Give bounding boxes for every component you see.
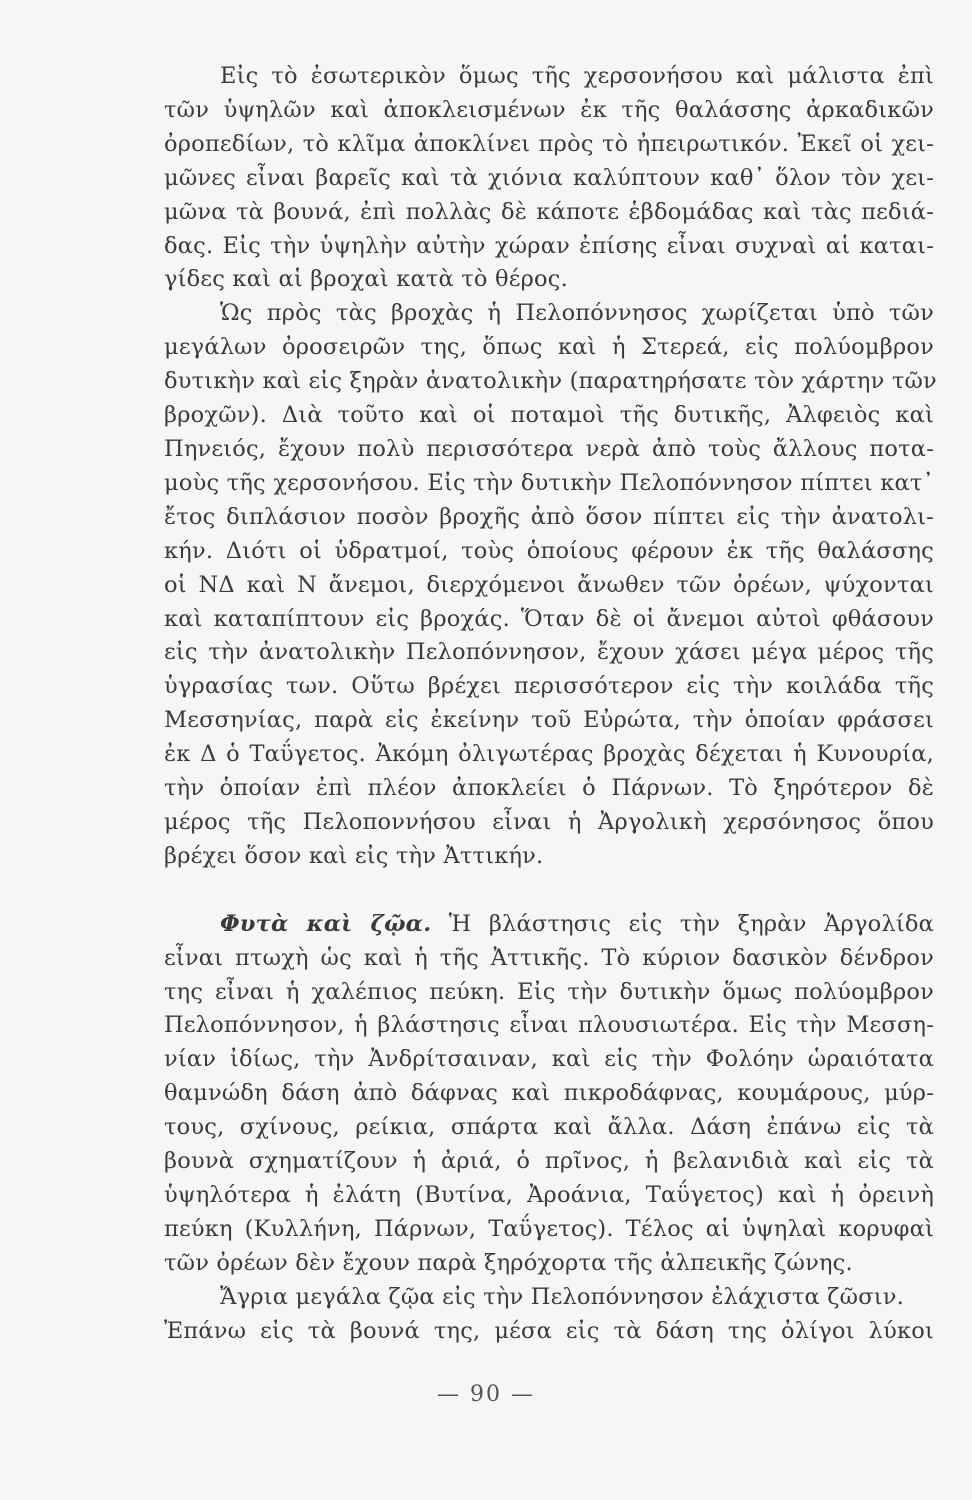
text-line: Πελοπόννησον, ἡ βλάστησις εἶναι πλουσιωτέρα. Εἰς τὴν Μεσση- xyxy=(164,1012,934,1039)
text-line: θαμνώδη δάση ἀπὸ δάφνας καὶ πικροδάφνας, κουμάρους, μύρ- xyxy=(164,1080,934,1107)
text-line: μεγάλων ὀροσειρῶν της, ὅπως καὶ ἡ Στερεά, εἰς πολύομβρον xyxy=(164,334,934,361)
text-line: Ἐπάνω εἰς τὰ βουνά της, μέσα εἰς τὰ δάση της ὀλίγοι λύκοι xyxy=(164,1317,934,1344)
text-line: ὀροπεδίων, τὸ κλῖμα ἀποκλίνει πρὸς τὸ ἠπειρωτικόν. Ἐκεῖ οἱ χει- xyxy=(164,130,934,157)
text-line: μοὺς τῆς χερσονήσου. Εἰς τὴν δυτικὴν Πελοπόννησον πίπτει κατ᾽ xyxy=(164,469,934,496)
text-line: τῶν ὑψηλῶν καὶ ἀποκλεισμένων ἐκ τῆς θαλάσσης ἀρκαδικῶν xyxy=(164,96,934,123)
text-line: βουνὰ σχηματίζουν ἡ ἀριά, ὁ πρῖνος, ἡ βελανιδιὰ καὶ εἰς τὰ xyxy=(164,1148,934,1175)
text-line: μέρος τῆς Πελοποννήσου εἶναι ἡ Ἀργολικὴ χερσόνησος ὅπου xyxy=(164,808,934,835)
text-line: δας. Εἰς τὴν ὑψηλὴν αὐτὴν χώραν ἐπίσης εἶναι συχναὶ αἱ καται- xyxy=(164,232,934,259)
section-heading: Φυτὰ καὶ ζῷα. xyxy=(220,910,432,937)
text-line: εἶναι πτωχὴ ὡς καὶ ἡ τῆς Ἀττικῆς. Τὸ κύριον δασικὸν δένδρον xyxy=(164,944,934,971)
text-line: γίδες καὶ αἱ βροχαὶ κατὰ τὸ θέρος. xyxy=(164,266,568,293)
text-line: της εἶναι ἡ χαλέπιος πεύκη. Εἰς τὴν δυτικὴν ὅμως πολύομβρον xyxy=(164,978,934,1005)
text-line: Ὡς πρὸς τὰς βροχὰς ἡ Πελοπόννησος χωρίζεται ὑπὸ τῶν xyxy=(220,300,934,327)
text-line: τῶν ὀρέων δὲν ἔχουν παρὰ ξηρόχορτα τῆς ἀλπεικῆς ζώνης. xyxy=(164,1249,853,1276)
page-body xyxy=(164,60,937,1349)
text-line: ὑγρασίας των. Οὕτω βρέχει περισσότερον εἰς τὴν κοιλάδα τῆς xyxy=(164,673,934,700)
text-line: ὑψηλότερα ἡ ἐλάτη (Βυτίνα, Ἀροάνια, Ταΰγετος) καὶ ἡ ὀρεινὴ xyxy=(164,1182,934,1208)
text-line: καὶ καταπίπτουν εἰς βροχάς. Ὅταν δὲ οἱ ἄνεμοι αὐτοὶ φθάσουν xyxy=(164,605,934,632)
text-line: ἔτος διπλάσιον ποσὸν βροχῆς ἀπὸ ὅσον πίπτει εἰς τὴν ἀνατολι- xyxy=(164,503,934,530)
text-line: Εἰς τὸ ἐσωτερικὸν ὅμως τῆς χερσονήσου καὶ μάλιστα ἐπὶ xyxy=(220,63,934,89)
text-line: ἐκ Δ ὁ Ταΰγετος. Ἀκόμη ὀλιγωτέρας βροχὰς δέχεται ἡ Κυνουρία, xyxy=(164,741,934,768)
text-line: βρέχει ὅσον καὶ εἰς τὴν Ἀττικήν. xyxy=(164,842,544,869)
text-line: μῶνα τὰ βουνά, ἐπὶ πολλὰς δὲ κάποτε ἑβδομάδας καὶ τὰς πεδιά- xyxy=(164,198,934,225)
text-line: δυτικὴν καὶ εἰς ξηρὰν ἀνατολικὴν (παρατηρήσατε τὸν χάρτην τῶν xyxy=(164,368,937,395)
text-line: οἱ ΝΔ καὶ Ν ἄνεμοι, διερχόμενοι ἄνωθεν τῶν ὀρέων, ψύχονται xyxy=(164,571,934,598)
text-line: εἰς τὴν ἀνατολικὴν Πελοπόννησον, ἔχουν χάσει μέγα μέρος τῆς xyxy=(164,639,934,666)
text-line: τὴν ὁποίαν ἐπὶ πλέον ἀποκλείει ὁ Πάρνων. Τὸ ξηρότερον δὲ xyxy=(164,775,934,802)
text-line: βροχῶν). Διὰ τοῦτο καὶ οἱ ποταμοὶ τῆς δυτικῆς, Ἀλφειὸς καὶ xyxy=(164,402,934,429)
text-line: νίαν ἰδίως, τὴν Ἀνδρίτσαιναν, καὶ εἰς τὴν Φολόην ὡραιότατα xyxy=(164,1046,934,1073)
section-first-line xyxy=(164,908,934,942)
text-line: τους, σχίνους, ρείκια, σπάρτα καὶ ἄλλα. Δάση ἐπάνω εἰς τὰ xyxy=(164,1114,934,1141)
text-line: Ἡ βλάστησις εἰς τὴν ξηρὰν Ἀργολίδα xyxy=(448,910,934,937)
page-number: — 90 — xyxy=(437,1382,535,1407)
text-line: μῶνες εἶναι βαρεῖς καὶ τὰ χιόνια καλύπτουν καθ᾽ ὅλον τὸν χει- xyxy=(164,164,934,191)
text-line: πεύκη (Κυλλήνη, Πάρνων, Ταΰγετος). Τέλος αἱ ὑψηλαὶ κορυφαὶ xyxy=(164,1215,934,1242)
section-spacer xyxy=(164,874,934,908)
text-line: Ἄγρια μεγάλα ζῷα εἰς τὴν Πελοπόννησον ἐλάχιστα ζῶσιν. xyxy=(220,1283,905,1310)
text-line: Πηνειός, ἔχουν πολὺ περισσότερα νερὰ ἀπὸ τοὺς ἄλλους ποτα- xyxy=(164,435,934,462)
text-line: κήν. Διότι οἱ ὑδρατμοί, τοὺς ὁποίους φέρουν ἐκ τῆς θαλάσσης xyxy=(164,537,934,564)
text-line: Μεσσηνίας, παρὰ εἰς ἐκείνην τοῦ Εὐρώτα, τὴν ὁποίαν φράσσει xyxy=(164,707,934,734)
